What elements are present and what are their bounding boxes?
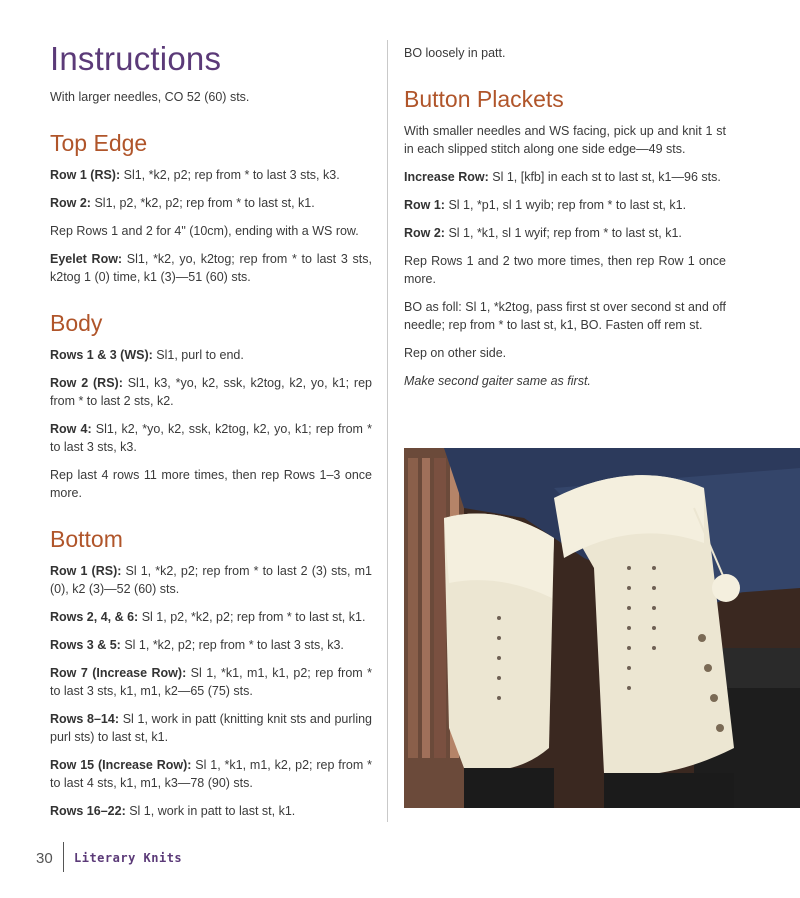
- row-label: Rows 3 & 5:: [50, 638, 121, 652]
- paragraph: Rep Rows 1 and 2 for 4" (10cm), ending with a WS row.: [50, 224, 359, 238]
- photo-illustration: [404, 448, 800, 808]
- row-text: Sl1, p2, *k2, p2; rep from * to last st, k1.: [90, 196, 315, 210]
- paragraph: [404, 196, 726, 214]
- knitted-gaiters-photo: [404, 448, 800, 808]
- paragraph: [404, 168, 726, 186]
- paragraph: [50, 374, 372, 410]
- paragraph: [50, 636, 372, 654]
- row-text: Sl 1, *k1, m1, k1, p2; rep from * to last 3 sts, k1, m1, k2—65 (75) sts.: [50, 666, 372, 698]
- row-text: Sl 1, *k1, sl 1 wyif; rep from * to last st, k1.: [444, 226, 682, 240]
- row-label: Row 2:: [404, 226, 445, 240]
- page-number: 30: [36, 850, 53, 867]
- paragraph: [50, 710, 372, 746]
- row-label: Rows 1 & 3 (WS):: [50, 348, 153, 362]
- section-heading-button-plackets: Button Plackets: [404, 86, 564, 112]
- paragraph: [50, 562, 372, 598]
- left-column: [50, 40, 372, 830]
- row-label: Row 2 (RS):: [50, 376, 123, 390]
- paragraph: [50, 802, 372, 820]
- row-text: Sl 1, [kfb] in each st to last st, k1—96 sts.: [488, 170, 721, 184]
- row-text: Sl1, k3, *yo, k2, ssk, k2tog, k2, yo, k1; rep from * to last 2 sts, k2.: [50, 376, 372, 408]
- row-label: Row 1 (RS):: [50, 168, 121, 182]
- paragraph: [50, 346, 372, 364]
- paragraph: [50, 756, 372, 792]
- paragraph: Make second gaiter same as first.: [404, 374, 591, 388]
- paragraph: [50, 608, 372, 626]
- row-label: Eyelet Row:: [50, 252, 123, 266]
- row-text: Sl 1, *k1, m1, k2, p2; rep from * to last 4 sts, k1, m1, k3—78 (90) sts.: [50, 758, 372, 790]
- paragraph: [50, 250, 372, 286]
- row-label: Row 2:: [50, 196, 91, 210]
- row-label: Row 7 (Increase Row):: [50, 666, 187, 680]
- row-text: Sl 1, work in patt to last st, k1.: [125, 804, 296, 818]
- paragraph: [50, 664, 372, 700]
- paragraph: Rep Rows 1 and 2 two more times, then rep Row 1 once more.: [404, 254, 726, 286]
- row-label: Row 1 (RS):: [50, 564, 122, 578]
- row-text: Sl 1, p2, *k2, p2; rep from * to last st, k1.: [138, 610, 366, 624]
- right-column: [404, 44, 726, 400]
- paragraph: Rep last 4 rows 11 more times, then rep Rows 1–3 once more.: [50, 468, 372, 500]
- paragraph: [50, 194, 372, 212]
- row-text: Sl 1, *k2, p2; rep from * to last 3 sts, k3.: [120, 638, 344, 652]
- column-divider: [387, 40, 388, 822]
- row-text: Sl 1, *p1, sl 1 wyib; rep from * to last st, k1.: [444, 198, 687, 212]
- row-label: Rows 2, 4, & 6:: [50, 610, 139, 624]
- paragraph: BO as foll: Sl 1, *k2tog, pass first st over second st and off needle; rep from * to last st, k1, BO. Fasten off rem st.: [404, 300, 726, 332]
- paragraph: BO loosely in patt.: [404, 46, 506, 60]
- row-text: Sl1, *k2, yo, k2tog; rep from * to last 3 sts, k2tog 1 (0) time, k1 (3)—51 (60) sts.: [50, 252, 372, 284]
- paragraph: Rep on other side.: [404, 346, 507, 360]
- section-heading-bottom: Bottom: [50, 526, 123, 552]
- row-label: Rows 16–22:: [50, 804, 126, 818]
- book-title: Literary Knits: [74, 851, 183, 865]
- row-text: Sl1, *k2, p2; rep from * to last 3 sts, k3.: [120, 168, 340, 182]
- row-text: Sl1, purl to end.: [152, 348, 244, 362]
- page-title: Instructions: [50, 40, 222, 77]
- row-label: Row 15 (Increase Row):: [50, 758, 192, 772]
- paragraph: With smaller needles and WS facing, pick up and knit 1 st in each slipped stitch along one side edge—49 sts.: [404, 124, 726, 156]
- row-text: Sl 1, work in patt (knitting knit sts and purling purl sts) to last st, k1.: [50, 712, 372, 744]
- row-label: Increase Row:: [404, 170, 489, 184]
- section-heading-body: Body: [50, 310, 103, 336]
- row-label: Rows 8–14:: [50, 712, 119, 726]
- paragraph: [50, 166, 372, 184]
- row-label: Row 4:: [50, 422, 92, 436]
- paragraph: [404, 224, 726, 242]
- footer-divider: [63, 842, 64, 872]
- row-text: Sl 1, *k2, p2; rep from * to last 2 (3) sts, m1 (0), k2 (3)—52 (60) sts.: [50, 564, 372, 596]
- row-text: Sl1, k2, *yo, k2, ssk, k2tog, k2, yo, k1; rep from * to last 3 sts, k3.: [50, 422, 372, 454]
- section-heading-top-edge: Top Edge: [50, 130, 148, 156]
- row-label: Row 1:: [404, 198, 445, 212]
- intro-text: With larger needles, CO 52 (60) sts.: [50, 90, 250, 104]
- paragraph: [50, 420, 372, 456]
